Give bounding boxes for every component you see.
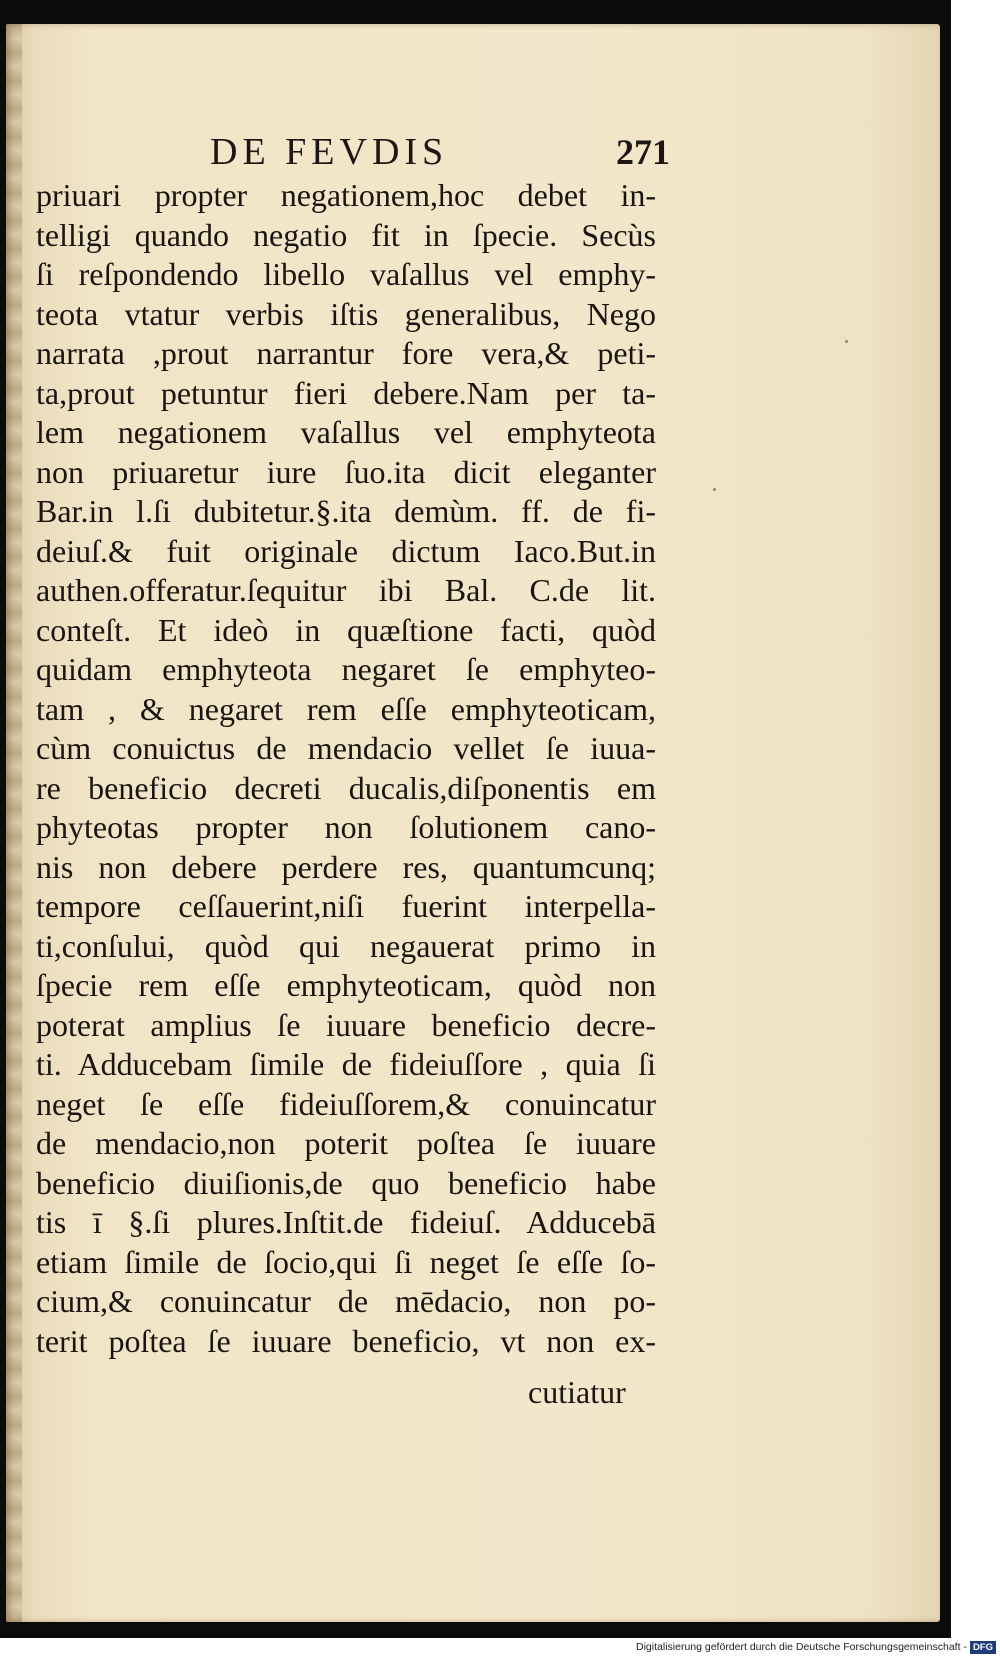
text-line: deiuſ.& fuit originale dictum Iaco.But.in (36, 532, 656, 569)
running-head: DE FEVDIS (210, 131, 449, 173)
text-line: quidam emphyteota negaret ſe emphyteo- (36, 651, 656, 687)
text-line: poterat amplius ſe iuuare beneficio decre- (36, 1006, 656, 1043)
text-line: ta,prout petuntur fieri debere.Nam per ta- (36, 374, 656, 411)
text-line: narrata ,prout narrantur fore vera,& peti- (36, 335, 656, 371)
page-gutter (6, 24, 22, 1622)
text-line: neget ſe eſſe fideiuſſorem,& conuincatur (36, 1085, 656, 1122)
text-line: conteſt. Et ideò in quæſtione facti, quòd (36, 611, 656, 648)
text-line: authen.offeratur.ſequitur ibi Bal. C.de lit. (36, 572, 656, 608)
text-line: ti. Adducebam ſimile de fideiuſſore , quia ſi (36, 1046, 656, 1082)
text-line: phyteotas propter non ſolutionem cano- (36, 809, 656, 845)
text-line: de mendacio,non poterit poſtea ſe iuuare (36, 1125, 656, 1161)
text-line: tempore ceſſauerint,niſi fuerint interpella- (36, 888, 656, 924)
dfg-logo: DFG (970, 1641, 996, 1654)
body-text (36, 176, 656, 1361)
text-line: nis non debere perdere res, quantumcunq; (36, 848, 656, 885)
page-header (200, 128, 670, 176)
text-line: priuari propter negationem,hoc debet in- (36, 177, 656, 213)
text-line: ſpecie rem eſſe emphyteoticam, quòd non (36, 967, 656, 1003)
paper-speck (713, 488, 716, 491)
text-line: teota vtatur verbis iſtis generalibus, Nego (36, 295, 656, 332)
text-line: ti,conſului, quòd qui negauerat primo in (36, 927, 656, 964)
text-line: tis ī §.ſi plures.Inſtit.de fideiuſ. Adducebā (36, 1204, 656, 1240)
text-line: terit poſtea ſe iuuare beneficio, vt non ex- (36, 1322, 656, 1359)
text-line: re beneficio decreti ducalis,diſponentis em (36, 769, 656, 806)
text-line: tam , & negaret rem eſſe emphyteoticam, (36, 690, 656, 727)
credit-text: Digitalisierung gefördert durch die Deutsche Forschungsgemeinschaft - (636, 1641, 967, 1653)
text-line: cùm conuictus de mendacio vellet ſe iuua- (36, 730, 656, 766)
text-line: etiam ſimile de ſocio,qui ſi neget ſe eſſe ſo- (36, 1243, 656, 1280)
text-line: telligi quando negatio fit in ſpecie. Secùs (36, 216, 656, 253)
paper-speck (845, 340, 848, 343)
digitization-credit (600, 1640, 996, 1655)
text-line: lem negationem vaſallus vel emphyteota (36, 414, 656, 450)
text-line: cium,& conuincatur de mēdacio, non po- (36, 1283, 656, 1319)
text-line: beneficio diuiſionis,de quo beneficio habe (36, 1164, 656, 1201)
text-line: non priuaretur iure ſuo.ita dicit eleganter (36, 453, 656, 490)
catchword: cutiatur (528, 1374, 626, 1410)
text-line: Bar.in l.ſi dubitetur.§.ita demùm. ff. de fi- (36, 493, 656, 529)
text-line: ſi reſpondendo libello vaſallus vel emphy- (36, 256, 656, 292)
page-number: 271 (616, 132, 670, 172)
